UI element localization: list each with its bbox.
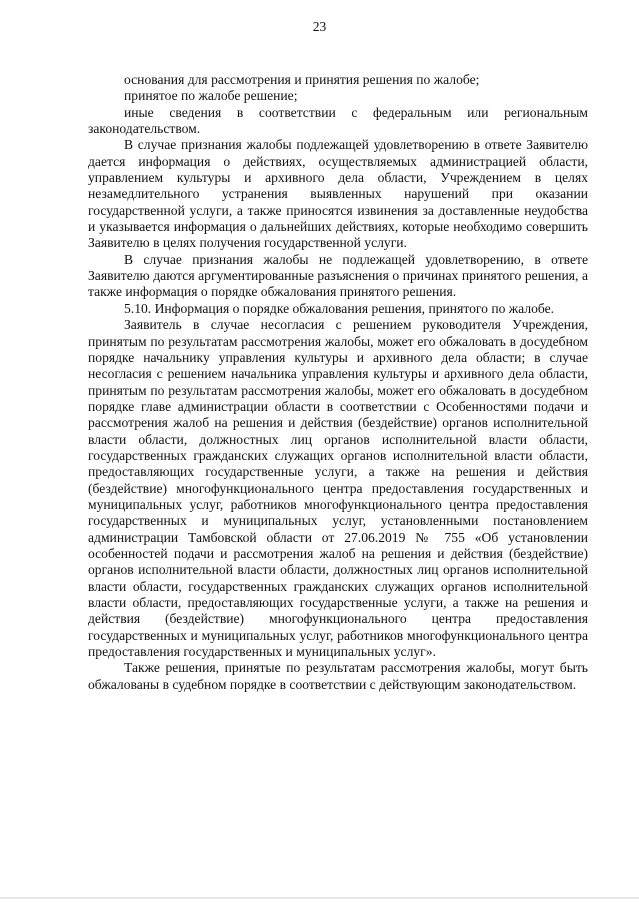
paragraph: В случае признания жалобы не подлежащей удовлетворению, в ответе Заявителю даются аргументированные разъяснения о причинах принятого решения, а также информация о порядке обжалования принятого решения. [88, 251, 588, 300]
paragraph: 5.10. Информация о порядке обжалования решения, принятого по жалобе. [124, 300, 555, 316]
page-number: 23 [312, 19, 327, 34]
paragraph: основания для рассмотрения и принятия решения по жалобе; [124, 72, 480, 87]
body-text [88, 72, 588, 693]
paragraph: иные сведения в соответствии с федеральным или региональным законодательством. [88, 104, 588, 137]
paragraph: Заявитель в случае несогласия с решением руководителя Учреждения, принятым по результатам рассмотрения жалобы, может его обжаловать в досудебном порядке начальнику управления культуры и архивного дела области; в случае несогласия с решением начальника управления культуры и архивного дела области, принятым по результатам рассмотрения жалобы, может его обжаловать в досудебном порядке главе администрации области в соответствии с Особенностями подачи и рассмотрения жалоб на решения и действия (бездействие) органов исполнительной власти области, должностных лиц органов исполнительной власти области, государственных гражданских служащих органов исполнительной власти области, предоставляющих государственные услуги, а также на решения и действия (бездействие) многофункционального центра предоставления государственных и муниципальных услуг, работников многофункционального центра предоставления государственных и муниципальных услуг, установленными постановлением администрации Тамбовской области от 27.06.2019 № 755 «Об установлении особенностей подачи и рассмотрения жалоб на решения и действия (бездействие) органов исполнительной власти области, должностных лиц органов исполнительной власти области, государственных гражданских служащих органов исполнительной власти области, предоставляющих государственные услуги, а также на решения и действия (бездействие) многофункционального центра предоставления государственных и муниципальных услуг, работников многофункционального центра предоставления государственных и муниципальных услуг». [88, 317, 588, 660]
paragraph: Также решения, принятые по результатам рассмотрения жалобы, могут быть обжалованы в судебном порядке в соответствии с действующим законодательством. [88, 660, 588, 692]
scan-bottom-edge [0, 897, 639, 899]
paragraph: принятое по жалобе решение; [124, 88, 298, 104]
paragraph: В случае признания жалобы подлежащей удовлетворению в ответе Заявителю дается информация о действиях, осуществляемых администрацией области, управлением культуры и архивного дела области, Учреждением в целях незамедлительного устранения выявленных нарушений при оказании государственной услуги, а также приносятся извинения за доставленные неудобства и указывается информация о дальнейших действиях, которые необходимо совершить Заявителю в целях получения государственной услуги. [88, 137, 588, 251]
